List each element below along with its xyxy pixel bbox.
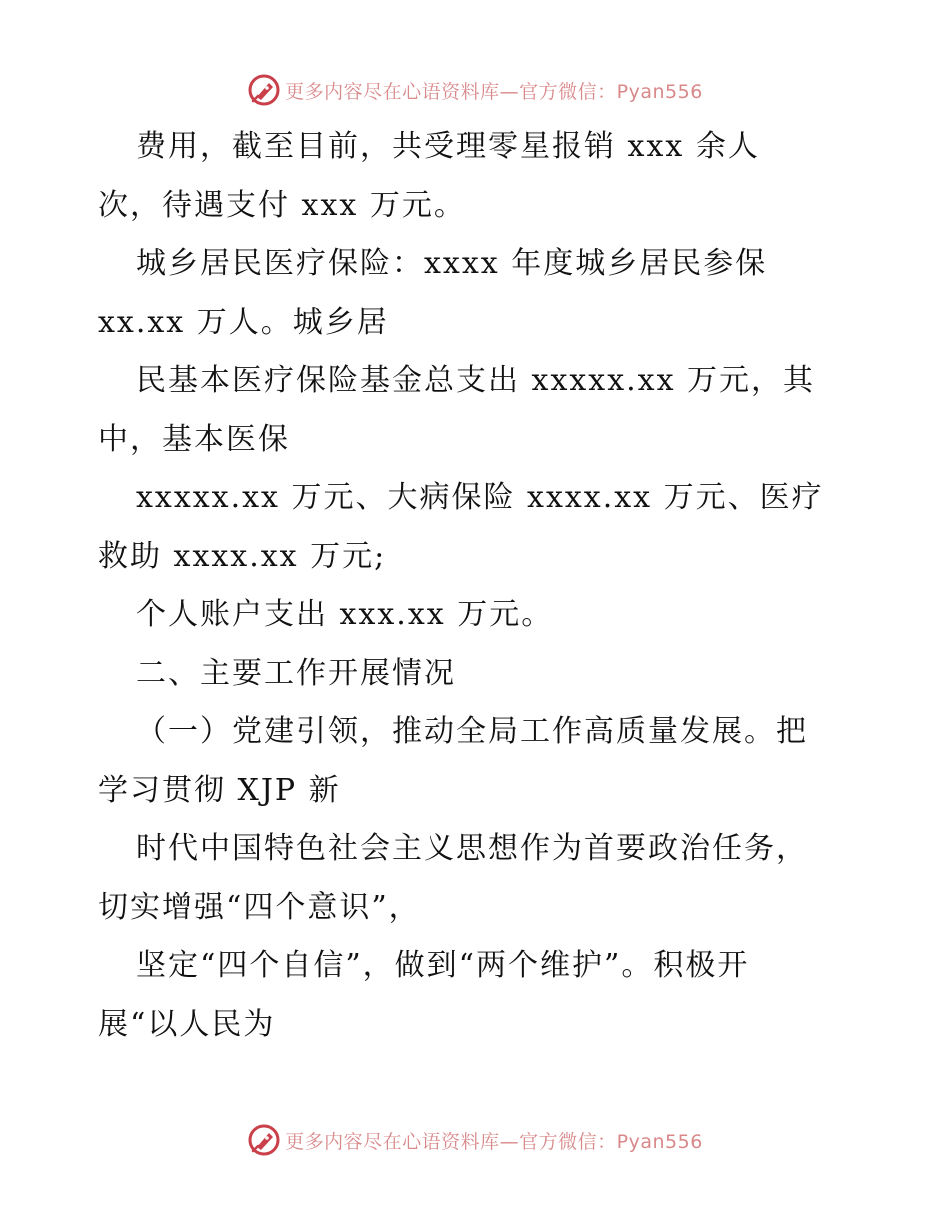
paragraph-line: 个人账户支出 xxx.xx 万元。: [136, 597, 554, 632]
subsection-heading: （一）党建引领，推动全局工作高质量发展。把: [136, 714, 808, 749]
header-watermark-text: 更多内容尽在心语资料库—官方微信：Pyan556: [285, 80, 703, 103]
paragraph-line: 救助 xxxx.xx 万元;: [98, 538, 387, 574]
document-body: [98, 118, 858, 1054]
paragraph-line: xxxxx.xx 万元、大病保险 xxxx.xx 万元、医疗: [136, 480, 824, 515]
paragraph-line: 坚定“四个自信”，做到“两个维护”。积极开: [136, 948, 750, 983]
paragraph-line: 费用，截至目前，共受理零星报销 xxx 余人: [136, 129, 760, 164]
pen-nib-logo-icon: [247, 1123, 281, 1157]
paragraph-line: 展“以人民为: [98, 1006, 276, 1042]
paragraph-line: 中，基本医保: [98, 421, 290, 457]
paragraph-line: 城乡居民医疗保险：xxxx 年度城乡居民参保: [136, 246, 768, 281]
header-watermark-banner: [0, 68, 950, 112]
paragraph-line: 学习贯彻 XJP 新: [98, 772, 341, 808]
paragraph-line: 时代中国特色社会主义思想作为首要政治任务，: [136, 831, 808, 866]
paragraph-line: 切实增强“四个意识”，: [98, 889, 421, 925]
paragraph-line: 次，待遇支付 xxx 万元。: [98, 187, 466, 223]
section-heading: 二、主要工作开展情况: [136, 655, 456, 691]
paragraph-line: 民基本医疗保险基金总支出 xxxxx.xx 万元，其: [136, 363, 816, 398]
footer-watermark-banner: [0, 1118, 950, 1162]
footer-watermark-text: 更多内容尽在心语资料库—官方微信：Pyan556: [285, 1130, 703, 1153]
paragraph-line: xx.xx 万人。城乡居: [98, 304, 389, 340]
pen-nib-logo-icon: [247, 73, 281, 107]
